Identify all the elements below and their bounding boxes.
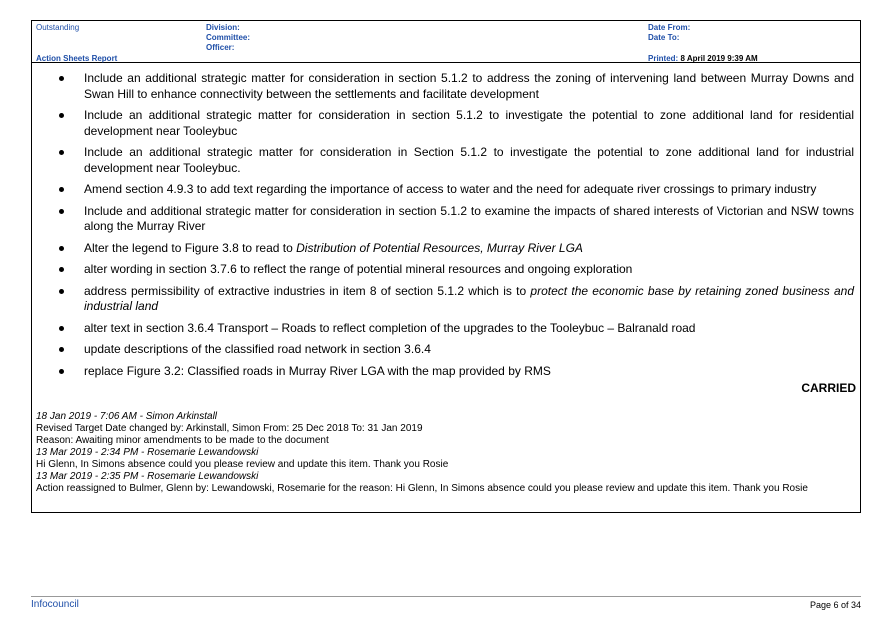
bullet-icon [59,209,64,214]
list-item [32,262,858,278]
action-log [36,411,858,495]
item-text: address permissibility of extractive industries in item 8 of section 5.1.2 which is to [84,283,531,298]
item-emphasis: protect the economic base by retaining zoned business and industrial land [84,283,854,313]
bullet-icon [59,76,64,81]
log-entry-text: Action reassigned to Bulmer, Glenn by: Lewandowski, Rosemarie for the reason: Hi Glenn, In Simons absence could you please review and update this item. Thank you Rosie [36,483,808,494]
footer-brand: Infocouncil [31,599,79,610]
item-text: Alter the legend to Figure 3.8 to read to [84,240,297,255]
report-header [31,20,861,63]
footer-rule [31,596,861,597]
item-emphasis: Distribution of Potential Resources, Murray River LGA [296,240,583,255]
log-entry-text: Revised Target Date changed by: Arkinstall, Simon From: 25 Dec 2018 To: 31 Jan 2019 [36,423,423,434]
item-text: Include and additional strategic matter for consideration in section 5.1.2 to examine the impacts of shared interests of Victorian and NSW towns along the Murray River [84,203,854,233]
officer-label: Officer: [206,43,235,52]
page-number: Page 6 of 34 [809,600,861,610]
printed-date [648,54,758,63]
list-item [32,182,858,198]
list-item [32,364,858,380]
bullet-icon [59,150,64,155]
date-from-label: Date From: [648,23,691,32]
log-entry-header: 18 Jan 2019 - 7:06 AM - Simon Arkinstall [36,411,218,422]
action-sheet-body [31,63,861,513]
list-item [32,321,858,337]
status-label: Outstanding [36,23,80,32]
item-text: replace Figure 3.2: Classified roads in Murray River LGA with the map provided by RMS [84,363,551,378]
item-text: alter wording in section 3.7.6 to reflect the range of potential mineral resources and ongoing exploration [84,262,633,276]
list-item [32,241,858,257]
printed-value: 8 April 2019 9:39 AM [680,54,758,63]
committee-label: Committee: [206,33,251,42]
log-entry-header: 13 Mar 2019 - 2:35 PM - Rosemarie Lewandowski [36,471,259,482]
bullet-icon [59,326,64,331]
list-item [32,204,858,235]
list-item [32,342,858,358]
list-item [32,108,858,139]
result-status: CARRIED [801,381,856,395]
item-text: Include an additional strategic matter for consideration in section 5.1.2 to investigate the potential to zone additional land for residential development near Tooleybuc [84,108,854,138]
bullet-icon [59,289,64,294]
item-text: update descriptions of the classified road network in section 3.6.4 [84,342,431,356]
bullet-icon [59,246,64,251]
division-label: Division: [206,23,240,32]
report-title: Action Sheets Report [36,54,118,63]
date-to-label: Date To: [648,33,680,42]
list-item [32,284,858,315]
date-labels [648,23,690,43]
bullet-icon [59,347,64,352]
bullet-icon [59,187,64,192]
bullet-icon [59,369,64,374]
log-entry-text: Reason: Awaiting minor amendments to be made to the document [36,435,329,446]
item-text: Include an additional strategic matter for consideration in section 5.1.2 to address the zoning of intervening land between Murray Downs and Swan Hill to enhance connectivity between the settlements and facilitate development [84,71,854,101]
bullet-icon [59,113,64,118]
meta-labels [206,23,250,53]
list-item [32,71,858,102]
bullet-icon [59,267,64,272]
printed-label: Printed: [648,54,679,63]
log-entry-text: Hi Glenn, In Simons absence could you please review and update this item. Thank you Rosie [36,459,449,470]
item-text: Include an additional strategic matter for consideration in Section 5.1.2 to investigate the potential to zone additional land for industrial development near Tooleybuc. [84,145,854,175]
log-entry-header: 13 Mar 2019 - 2:34 PM - Rosemarie Lewandowski [36,447,259,458]
list-item [32,145,858,176]
action-items-list [32,71,858,385]
item-text: Amend section 4.9.3 to add text regarding the importance of access to water and the need for adequate river crossings to primary industry [84,182,817,196]
item-text: alter text in section 3.6.4 Transport – Roads to reflect completion of the upgrades to the Tooleybuc – Balranald road [84,320,696,335]
